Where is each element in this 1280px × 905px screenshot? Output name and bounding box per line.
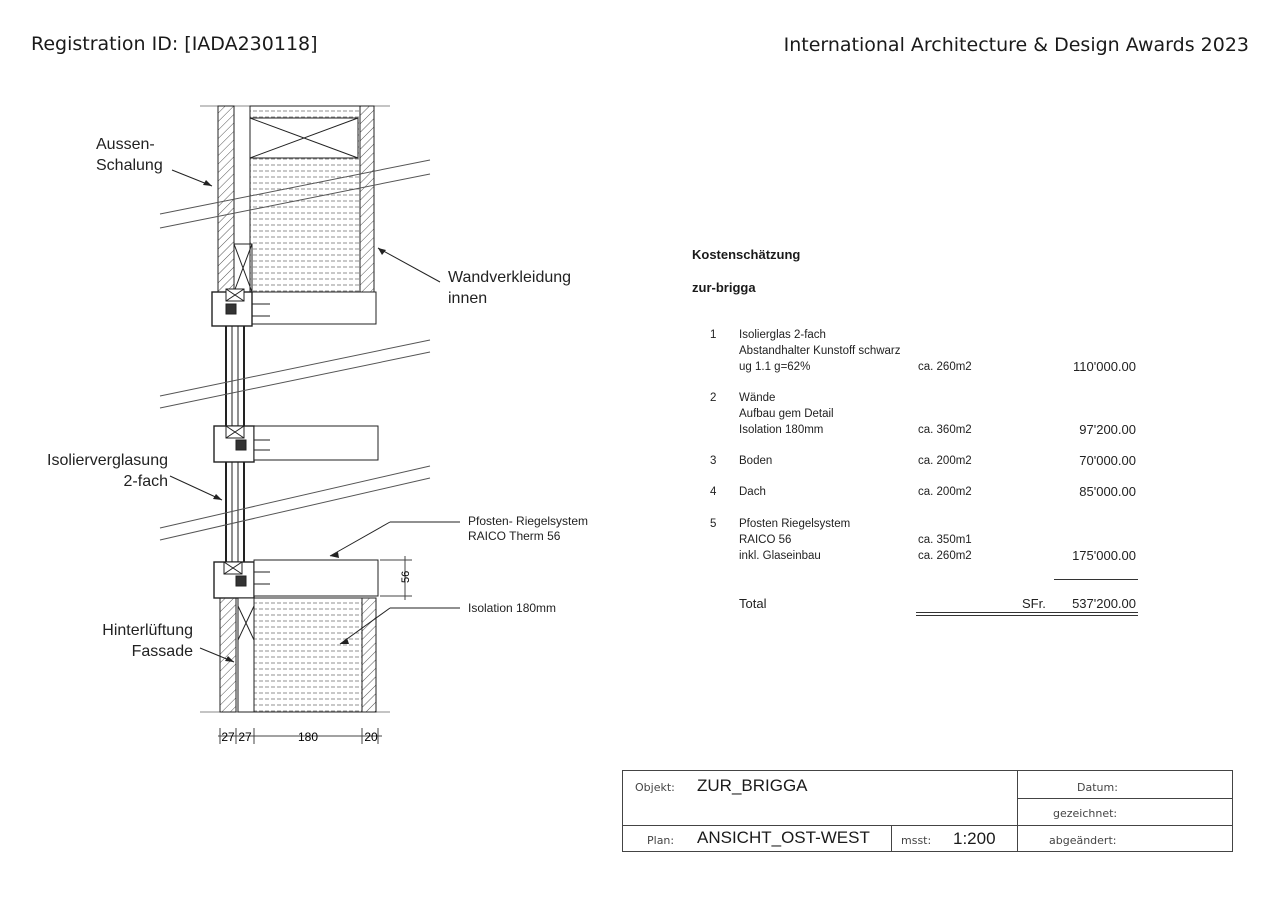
label-aussen-schalung: Aussen- Schalung bbox=[96, 136, 163, 174]
plan-value: ANSICHT_OST-WEST bbox=[697, 828, 870, 847]
objekt-label: Objekt: bbox=[635, 781, 675, 794]
total-label: Total bbox=[739, 596, 767, 611]
dim-27-b: 27 bbox=[238, 730, 252, 744]
dim-56: 56 bbox=[400, 570, 412, 583]
subtotal-rule bbox=[1054, 579, 1138, 580]
award-title: International Architecture & Design Awards 2023 bbox=[783, 34, 1249, 56]
cost-project: zur-brigga bbox=[692, 280, 756, 295]
datum-label: Datum: bbox=[1077, 781, 1118, 794]
abgeaendert-label: abgeändert: bbox=[1049, 834, 1117, 847]
title-block bbox=[622, 770, 1233, 852]
cost-title: Kostenschätzung bbox=[692, 247, 801, 262]
label-hinterlueftung: Hinterlüftung Fassade bbox=[102, 622, 193, 660]
dim-180: 180 bbox=[297, 730, 319, 744]
label-pfosten-riegelsystem: Pfosten- Riegelsystem RAICO Therm 56 bbox=[468, 514, 589, 543]
total-currency: SFr. bbox=[1022, 596, 1046, 611]
label-wandverkleidung: Wandverkleidung innen bbox=[448, 269, 572, 307]
insulation-lower bbox=[254, 598, 362, 712]
objekt-value: ZUR_BRIGGA bbox=[697, 776, 808, 795]
dim-20: 20 bbox=[364, 730, 378, 744]
inner-lining-lower bbox=[362, 598, 376, 712]
outer-cladding-lower bbox=[220, 598, 236, 712]
gezeichnet-label: gezeichnet: bbox=[1053, 807, 1118, 820]
dim-27-a: 27 bbox=[221, 730, 235, 744]
label-isolation: Isolation 180mm bbox=[468, 601, 557, 615]
registration-id: Registration ID: [IADA230118] bbox=[31, 33, 318, 55]
msst-value: 1:200 bbox=[953, 829, 996, 848]
total-amount: 537'200.00 bbox=[1072, 596, 1136, 611]
label-isolierverglasung: Isolierverglasung 2-fach bbox=[47, 452, 168, 490]
msst-label: msst: bbox=[901, 834, 932, 847]
plan-label: Plan: bbox=[647, 834, 675, 847]
total-double-rule bbox=[916, 612, 1138, 616]
outer-cladding-upper bbox=[218, 106, 234, 292]
inner-lining-upper bbox=[360, 106, 374, 292]
